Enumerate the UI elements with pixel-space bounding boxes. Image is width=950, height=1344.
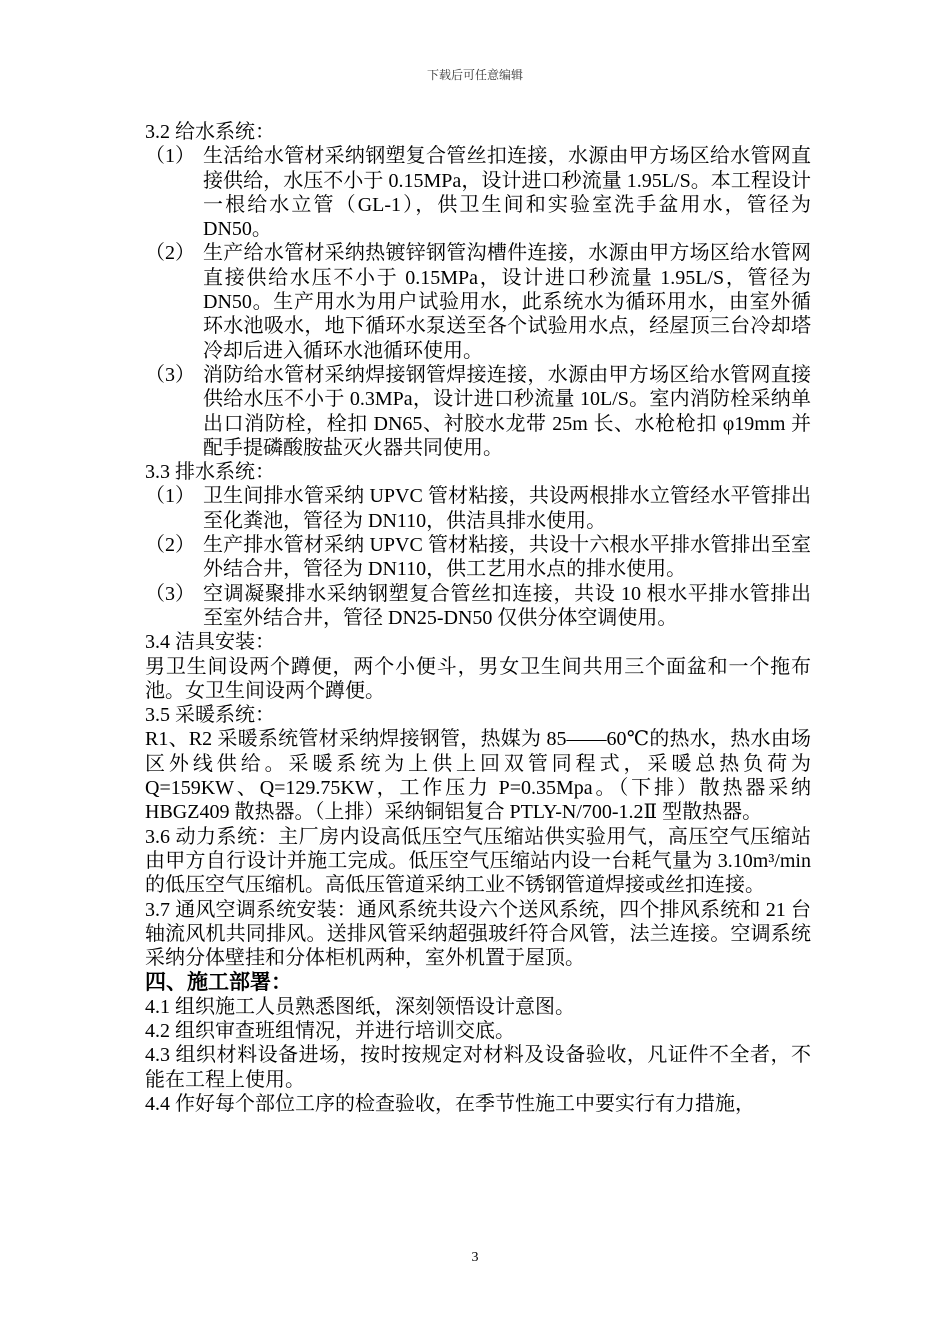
page-number: 3 [471,1250,479,1265]
paragraph-4-1: 4.1 组织施工人员熟悉图纸，深刻领悟设计意图。 [145,995,575,1018]
list-marker: （1） [145,485,195,508]
list-marker: （3） [145,582,195,605]
section-heading-3-4: 3.4 洁具安装： [145,631,275,654]
document-body [145,120,811,1116]
list-item [145,484,811,533]
paragraph: R1、R2 采暖系统管材采纳焊接钢管，热媒为 85——60℃的热水，热水由场区外线供给。采暖系统为上供上回双管同程式，采暖总热负荷为 Q=159KW、Q=129.75KW，工作压力 P=0.35Mpa。（下排）散热器采纳 HBGZ409 散热器。（上排）采纳铜铝复合 PTLY-N/700-1.2Ⅱ 型散热器。 [145,728,811,824]
paragraph-3-7: 3.7 通风空调系统安装：通风系统共设六个送风系统，四个排风系统和 21 台轴流风机共同排风。送排风管采纳超强玻纤符合风管，法兰连接。空调系统采纳分体壁挂和分体柜机两种，室外机置于屋顶。 [145,898,811,970]
section-heading-3-3: 3.3 排水系统： [145,461,275,484]
list-text: 生产给水管材采纳热镀锌钢管沟槽件连接，水源由甲方场区给水管网直接供给水压不小于 0.15MPa，设计进口秒流量 1.95L/S，管径为 DN50。生产用水为用户试验用水，此系统水为循环用水，由室外循环水池吸水，地下循环水泵送至各个试验用水点，经屋顶三台冷却塔冷却后进入循环水池循环使用。 [203,242,811,362]
list-text: 空调凝聚排水采纳钢塑复合管丝扣连接，共设 10 根水平排水管排出至室外结合井，管径 DN25-DN50 仅供分体空调使用。 [203,582,811,629]
list-text: 消防给水管材采纳焊接钢管焊接连接，水源由甲方场区给水管网直接供给水压不小于 0.3MPa，设计进口秒流量 10L/S。室内消防栓采纳单出口消防栓，栓扣 DN65、衬胶水龙带 25m 长、水枪枪扣 φ19mm 并配手提磷酸胺盐灭火器共同使用。 [203,363,811,459]
list-item [145,144,811,241]
paragraph-4-4: 4.4 作好每个部位工序的检查验收，在季节性施工中要实行有力措施， [145,1092,755,1115]
list-item [145,533,811,582]
list-marker: （1） [145,145,195,168]
list-marker: （3） [145,363,195,386]
list-text: 生产排水管材采纳 UPVC 管材粘接，共设十六根水平排水管排出至室外结合井，管径为 DN110，供工艺用水点的排水使用。 [203,534,811,581]
list-item [145,363,811,460]
list-text: 生活给水管材采纳钢塑复合管丝扣连接，水源由甲方场区给水管网直接供给，水压不小于 0.15MPa，设计进口秒流量 1.95L/S。本工程设计一根给水立管（GL-1），供卫生间和实验室洗手盆用水，管径为 DN50。 [203,145,811,241]
list-marker: （2） [145,534,195,557]
paragraph-3-6: 3.6 动力系统：主厂房内设高低压空气压缩站供实验用气，高压空气压缩站由甲方自行设计并施工完成。低压空气压缩站内设一台耗气量为 3.10m³/min 的低压空气压缩机。高低压管道采纳工业不锈钢管道焊接或丝扣连接。 [145,825,811,897]
section-heading-3-5: 3.5 采暖系统： [145,704,275,727]
section-heading-3-2: 3.2 给水系统： [145,121,275,143]
list-marker: （2） [145,242,195,265]
paragraph-4-2: 4.2 组织审查班组情况，并进行培训交底。 [145,1019,515,1042]
list-item [145,582,811,631]
section-heading-4: 四、施工部署： [145,970,292,995]
list-text: 卫生间排水管采纳 UPVC 管材粘接，共设两根排水立管经水平管排出至化粪池，管径为 DN110，供洁具排水使用。 [203,485,811,532]
paragraph-4-3: 4.3 组织材料设备进场，按时按规定对材料及设备验收，凡证件不全者，不能在工程上使用。 [145,1044,811,1091]
page-header: 下载后可任意编辑 [426,68,523,82]
list-item [145,241,811,362]
paragraph: 男卫生间设两个蹲便，两个小便斗，男女卫生间共用三个面盆和一个拖布池。女卫生间设两个蹲便。 [145,655,811,702]
